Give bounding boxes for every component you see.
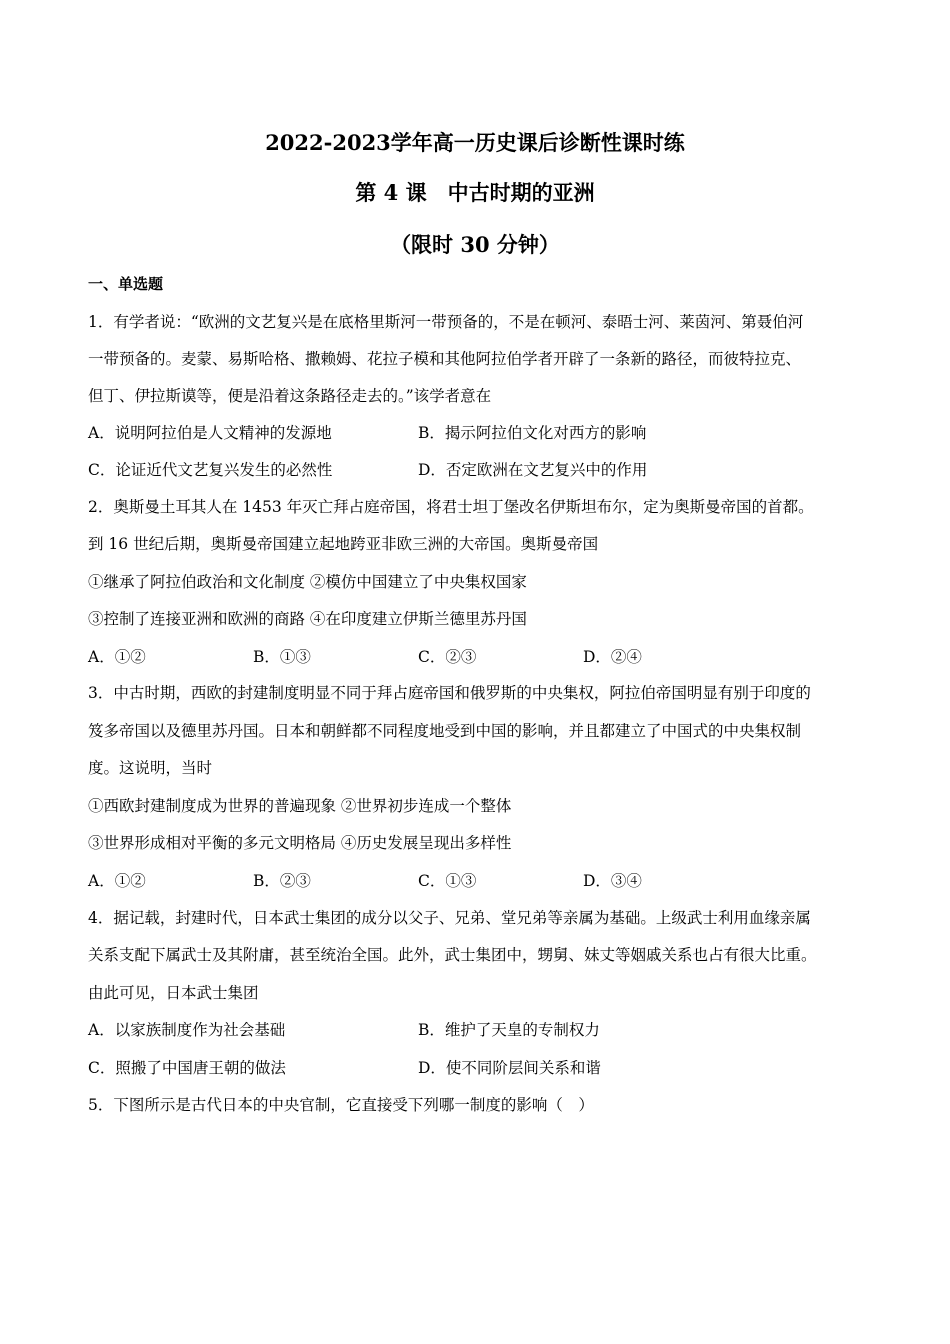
question-stem-line: 关系支配下属武士及其附庸，甚至统治全国。此外，武士集团中，甥舅、妹丈等姻戚关系也占有很大比重。: [88, 946, 817, 964]
question-stem-line: 3．中古时期，西欧的封建制度明显不同于拜占庭帝国和俄罗斯的中央集权，阿拉伯帝国明显有别于印度的: [88, 684, 811, 702]
question-stem-line: 5．下图所示是古代日本的中央官制，它直接受下列哪一制度的影响（ ）: [88, 1096, 594, 1114]
option-a[interactable]: A．①②: [88, 872, 146, 890]
statement-line: ③世界形成相对平衡的多元文明格局 ④历史发展呈现出多样性: [88, 834, 512, 852]
option-a[interactable]: A．以家族制度作为社会基础: [88, 1021, 286, 1039]
section-heading: 一、单选题: [88, 275, 164, 293]
option-c[interactable]: C．照搬了中国唐王朝的做法: [88, 1059, 286, 1077]
question-stem-line: 由此可见，日本武士集团: [88, 984, 259, 1002]
option-d[interactable]: D．否定欧洲在文艺复兴中的作用: [418, 461, 648, 479]
option-c[interactable]: C．论证近代文艺复兴发生的必然性: [88, 461, 333, 479]
lesson-title: 第 4 课 中古时期的亚洲: [355, 180, 595, 205]
question-stem-line: 但丁、伊拉斯谟等，便是沿着这条路径走去的。”该学者意在: [88, 387, 492, 405]
document-title: 2022-2023学年高一历史课后诊断性课时练: [265, 130, 685, 155]
option-b[interactable]: B．揭示阿拉伯文化对西方的影响: [418, 424, 647, 442]
question-stem-line: 4．据记载，封建时代，日本武士集团的成分以父子、兄弟、堂兄弟等亲属为基础。上级武士利用血缘亲属: [88, 909, 811, 927]
option-b[interactable]: B．维护了天皇的专制权力: [418, 1021, 600, 1039]
option-a[interactable]: A．说明阿拉伯是人文精神的发源地: [88, 424, 332, 442]
statement-line: ①西欧封建制度成为世界的普遍现象 ②世界初步连成一个整体: [88, 797, 512, 815]
question-stem-line: 笈多帝国以及德里苏丹国。日本和朝鲜都不同程度地受到中国的影响，并且都建立了中国式的中央集权制: [88, 722, 802, 740]
option-a[interactable]: A．①②: [88, 648, 146, 666]
statement-line: ①继承了阿拉伯政治和文化制度 ②模仿中国建立了中央集权国家: [88, 573, 527, 591]
time-limit: （限时 30 分钟）: [390, 232, 560, 257]
option-d[interactable]: D．使不同阶层间关系和谐: [418, 1059, 601, 1077]
option-b[interactable]: B．①③: [253, 648, 311, 666]
question-stem-line: 一带预备的。麦蒙、易斯哈格、撒赖姆、花拉子模和其他阿拉伯学者开辟了一条新的路径，而彼特拉克、: [88, 350, 802, 368]
question-stem-line: 到 16 世纪后期，奥斯曼帝国建立起地跨亚非欧三洲的大帝国。奥斯曼帝国: [88, 535, 599, 553]
option-d[interactable]: D．②④: [583, 648, 642, 666]
option-d[interactable]: D．③④: [583, 872, 642, 890]
question-stem-line: 2．奥斯曼土耳其人在 1453 年灭亡拜占庭帝国，将君士坦丁堡改名伊斯坦布尔，定为奥斯曼帝国的首都。: [88, 498, 814, 516]
question-stem-line: 1．有学者说：“欧洲的文艺复兴是在底格里斯河一带预备的，不是在顿河、泰晤士河、莱茵河、第聂伯河: [88, 313, 804, 331]
option-c[interactable]: C．②③: [418, 648, 477, 666]
option-b[interactable]: B．②③: [253, 872, 311, 890]
option-c[interactable]: C．①③: [418, 872, 477, 890]
question-stem-line: 度。这说明，当时: [88, 759, 213, 777]
statement-line: ③控制了连接亚洲和欧洲的商路 ④在印度建立伊斯兰德里苏丹国: [88, 610, 527, 628]
